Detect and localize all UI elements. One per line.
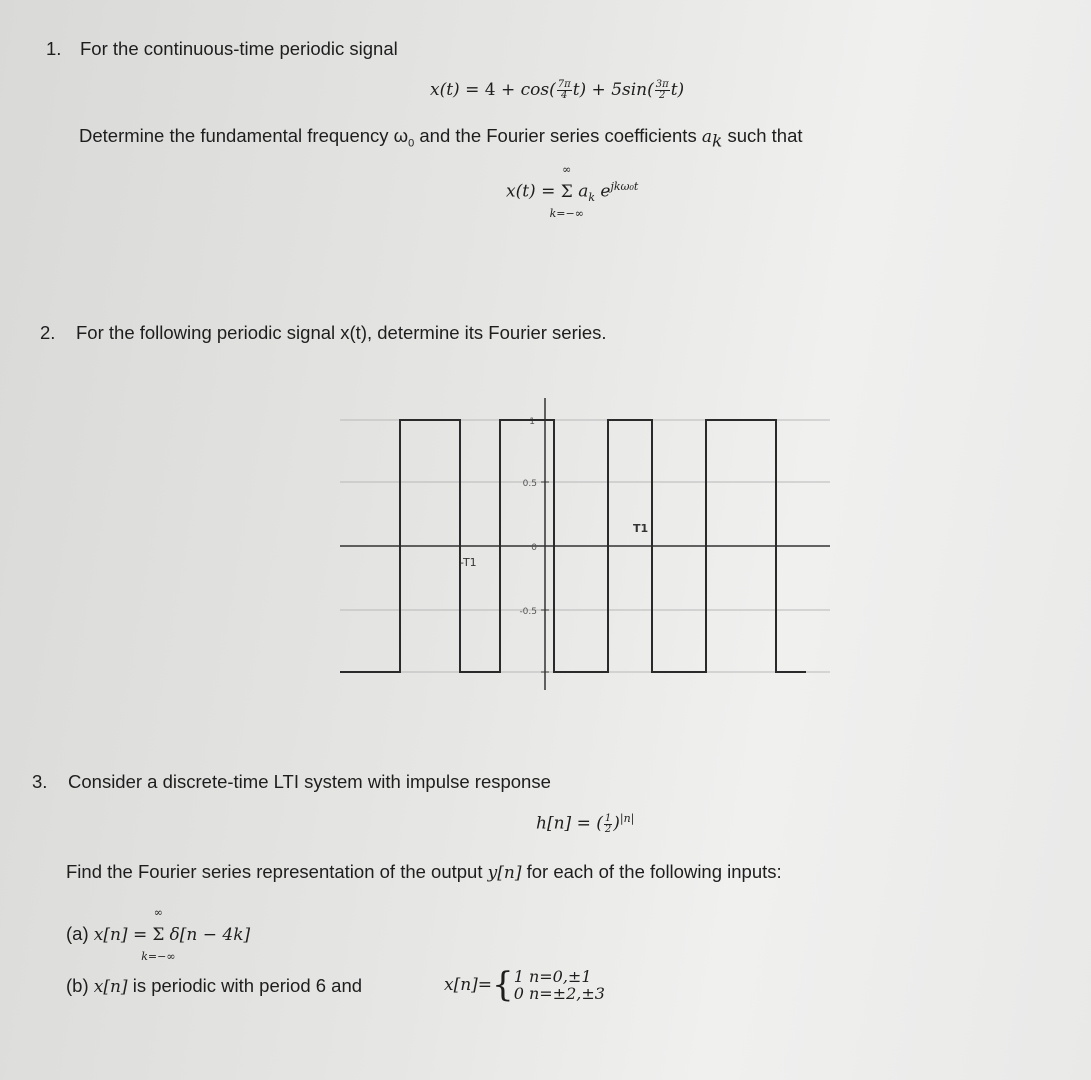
determine-part2: and the Fourier series coefficients <box>419 125 697 146</box>
h-frac <box>604 814 612 835</box>
determine-part3: such that <box>727 125 803 146</box>
label-neg-t1: -T1 <box>460 556 477 569</box>
part-a-sigma-bottom: k=−∞ <box>141 950 176 963</box>
series-term-sub: k <box>588 191 595 205</box>
part-a <box>66 906 251 963</box>
eq-t2: t) <box>670 80 685 100</box>
coeff-a: a <box>701 127 712 147</box>
problem-1-determine <box>79 125 803 152</box>
problem-1-heading: For the continuous-time periodic signal <box>80 38 398 59</box>
eq-frac-2-den: 2 <box>659 90 666 101</box>
problem-1-number: 1. <box>46 38 62 59</box>
h-rhs: ) <box>613 813 620 834</box>
part-b-brace: { <box>492 965 514 1005</box>
eq-lhs: x(t) <box>430 80 460 100</box>
part-a-sigma <box>141 906 176 963</box>
series-sigma <box>549 162 584 220</box>
y-tick-1: 1 <box>529 417 535 427</box>
eq-frac-1-num: 7π <box>557 79 571 90</box>
impulse-response-equation <box>536 812 634 835</box>
y-tick-0: 0 <box>531 543 537 553</box>
part-a-sigma-symbol: Σ <box>152 925 165 945</box>
problem-2-text: For the following periodic signal x(t), determine its Fourier series. <box>76 322 607 343</box>
series-exponent: jkω₀t <box>610 180 639 193</box>
eq-frac-1-den: 4 <box>561 90 568 101</box>
series-term: a <box>578 181 589 202</box>
part-a-sigma-top: ∞ <box>153 906 163 919</box>
h-frac-den: 2 <box>604 823 612 835</box>
problem-2-number: 2. <box>40 322 56 343</box>
part-b-case-2: 0 n=±2,±3 <box>513 984 605 1003</box>
h-lhs: h[n] = ( <box>536 813 603 834</box>
coeff-a-sub: k <box>711 131 723 152</box>
eq-frac-1 <box>557 80 572 101</box>
part-b-label: (b) <box>66 975 89 996</box>
square-wave-graph <box>330 390 840 700</box>
part-a-label: (a) <box>66 923 89 944</box>
eq-cos: cos( <box>520 80 556 100</box>
part-b-text: is periodic with period 6 and <box>132 975 363 996</box>
problem-3-find <box>66 861 782 883</box>
series-e: e <box>600 181 611 202</box>
part-b-lhs: x[n]= <box>444 975 493 995</box>
part-b-piecewise <box>444 965 605 1005</box>
eq-const: 4 + <box>484 80 516 100</box>
find-text: Find the Fourier series representation of the output <box>66 861 483 882</box>
series-sigma-bottom: k=−∞ <box>549 206 584 220</box>
eq-frac-2-num: 3π <box>655 79 669 90</box>
series-lhs: x(t) = <box>506 181 556 202</box>
y-tick-05: 0.5 <box>522 479 537 489</box>
part-b-case-1: 1 n=0,±1 <box>513 967 592 986</box>
y-tick-m05: -0.5 <box>519 607 537 617</box>
problem-3-number: 3. <box>32 771 48 792</box>
part-b-var: x[n] <box>93 977 128 997</box>
find-var: y[n] <box>487 863 522 883</box>
series-sigma-symbol: Σ <box>560 181 573 202</box>
series-sigma-top: ∞ <box>562 162 572 176</box>
fourier-series-equation <box>506 162 639 220</box>
part-a-term: δ[n − 4k] <box>169 925 251 945</box>
eq-t1: t) + 5sin( <box>572 80 654 100</box>
label-t1: T1 <box>633 522 649 535</box>
find-end: for each of the following inputs: <box>526 861 782 882</box>
part-a-expr: x[n] = <box>93 925 148 945</box>
eq-frac-2 <box>655 80 670 101</box>
part-b-cases <box>514 968 605 1002</box>
problem-3-heading: Consider a discrete-time LTI system with impulse response <box>68 771 551 792</box>
omega-subscript: 0 <box>408 137 415 150</box>
determine-part1: Determine the fundamental frequency ω <box>79 125 409 146</box>
problem-1-equation <box>430 80 684 101</box>
part-b <box>66 975 362 997</box>
h-exponent: |n| <box>619 812 635 825</box>
eq-equals: = <box>465 80 480 100</box>
h-frac-num: 1 <box>604 812 612 824</box>
